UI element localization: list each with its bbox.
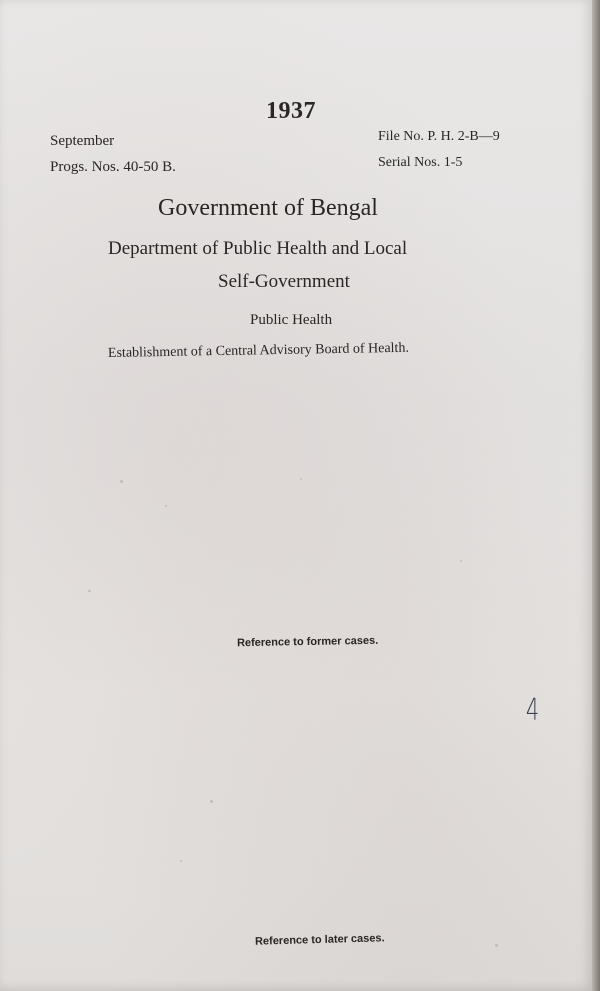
page-edge	[592, 0, 600, 991]
paper-speck	[88, 590, 91, 592]
paper-speck	[210, 800, 213, 803]
department-title-line-2: Self-Government	[218, 271, 350, 292]
paper-speck	[460, 560, 462, 562]
government-title: Government of Bengal	[158, 195, 378, 221]
paper-speck	[120, 480, 123, 483]
section-title: Public Health	[250, 312, 333, 328]
year-heading: 1937	[266, 98, 316, 124]
paper-speck	[180, 860, 182, 862]
month-label: September	[50, 133, 115, 149]
serial-numbers: Serial Nos. 1-5	[378, 155, 463, 170]
paper-speck	[495, 944, 498, 947]
department-title-line-1: Department of Public Health and Local	[108, 238, 408, 259]
paper-speck	[165, 505, 167, 507]
file-number: File No. P. H. 2-B—9	[378, 129, 500, 144]
paper-speck	[300, 478, 302, 480]
proceedings-numbers: Progs. Nos. 40-50 B.	[50, 159, 176, 175]
reference-later-cases: Reference to later cases.	[254, 932, 385, 948]
subject-line: Establishment of a Central Advisory Board of Health.	[107, 340, 410, 361]
handwritten-page-number: 4	[525, 693, 540, 728]
reference-former-cases: Reference to former cases.	[236, 634, 379, 650]
